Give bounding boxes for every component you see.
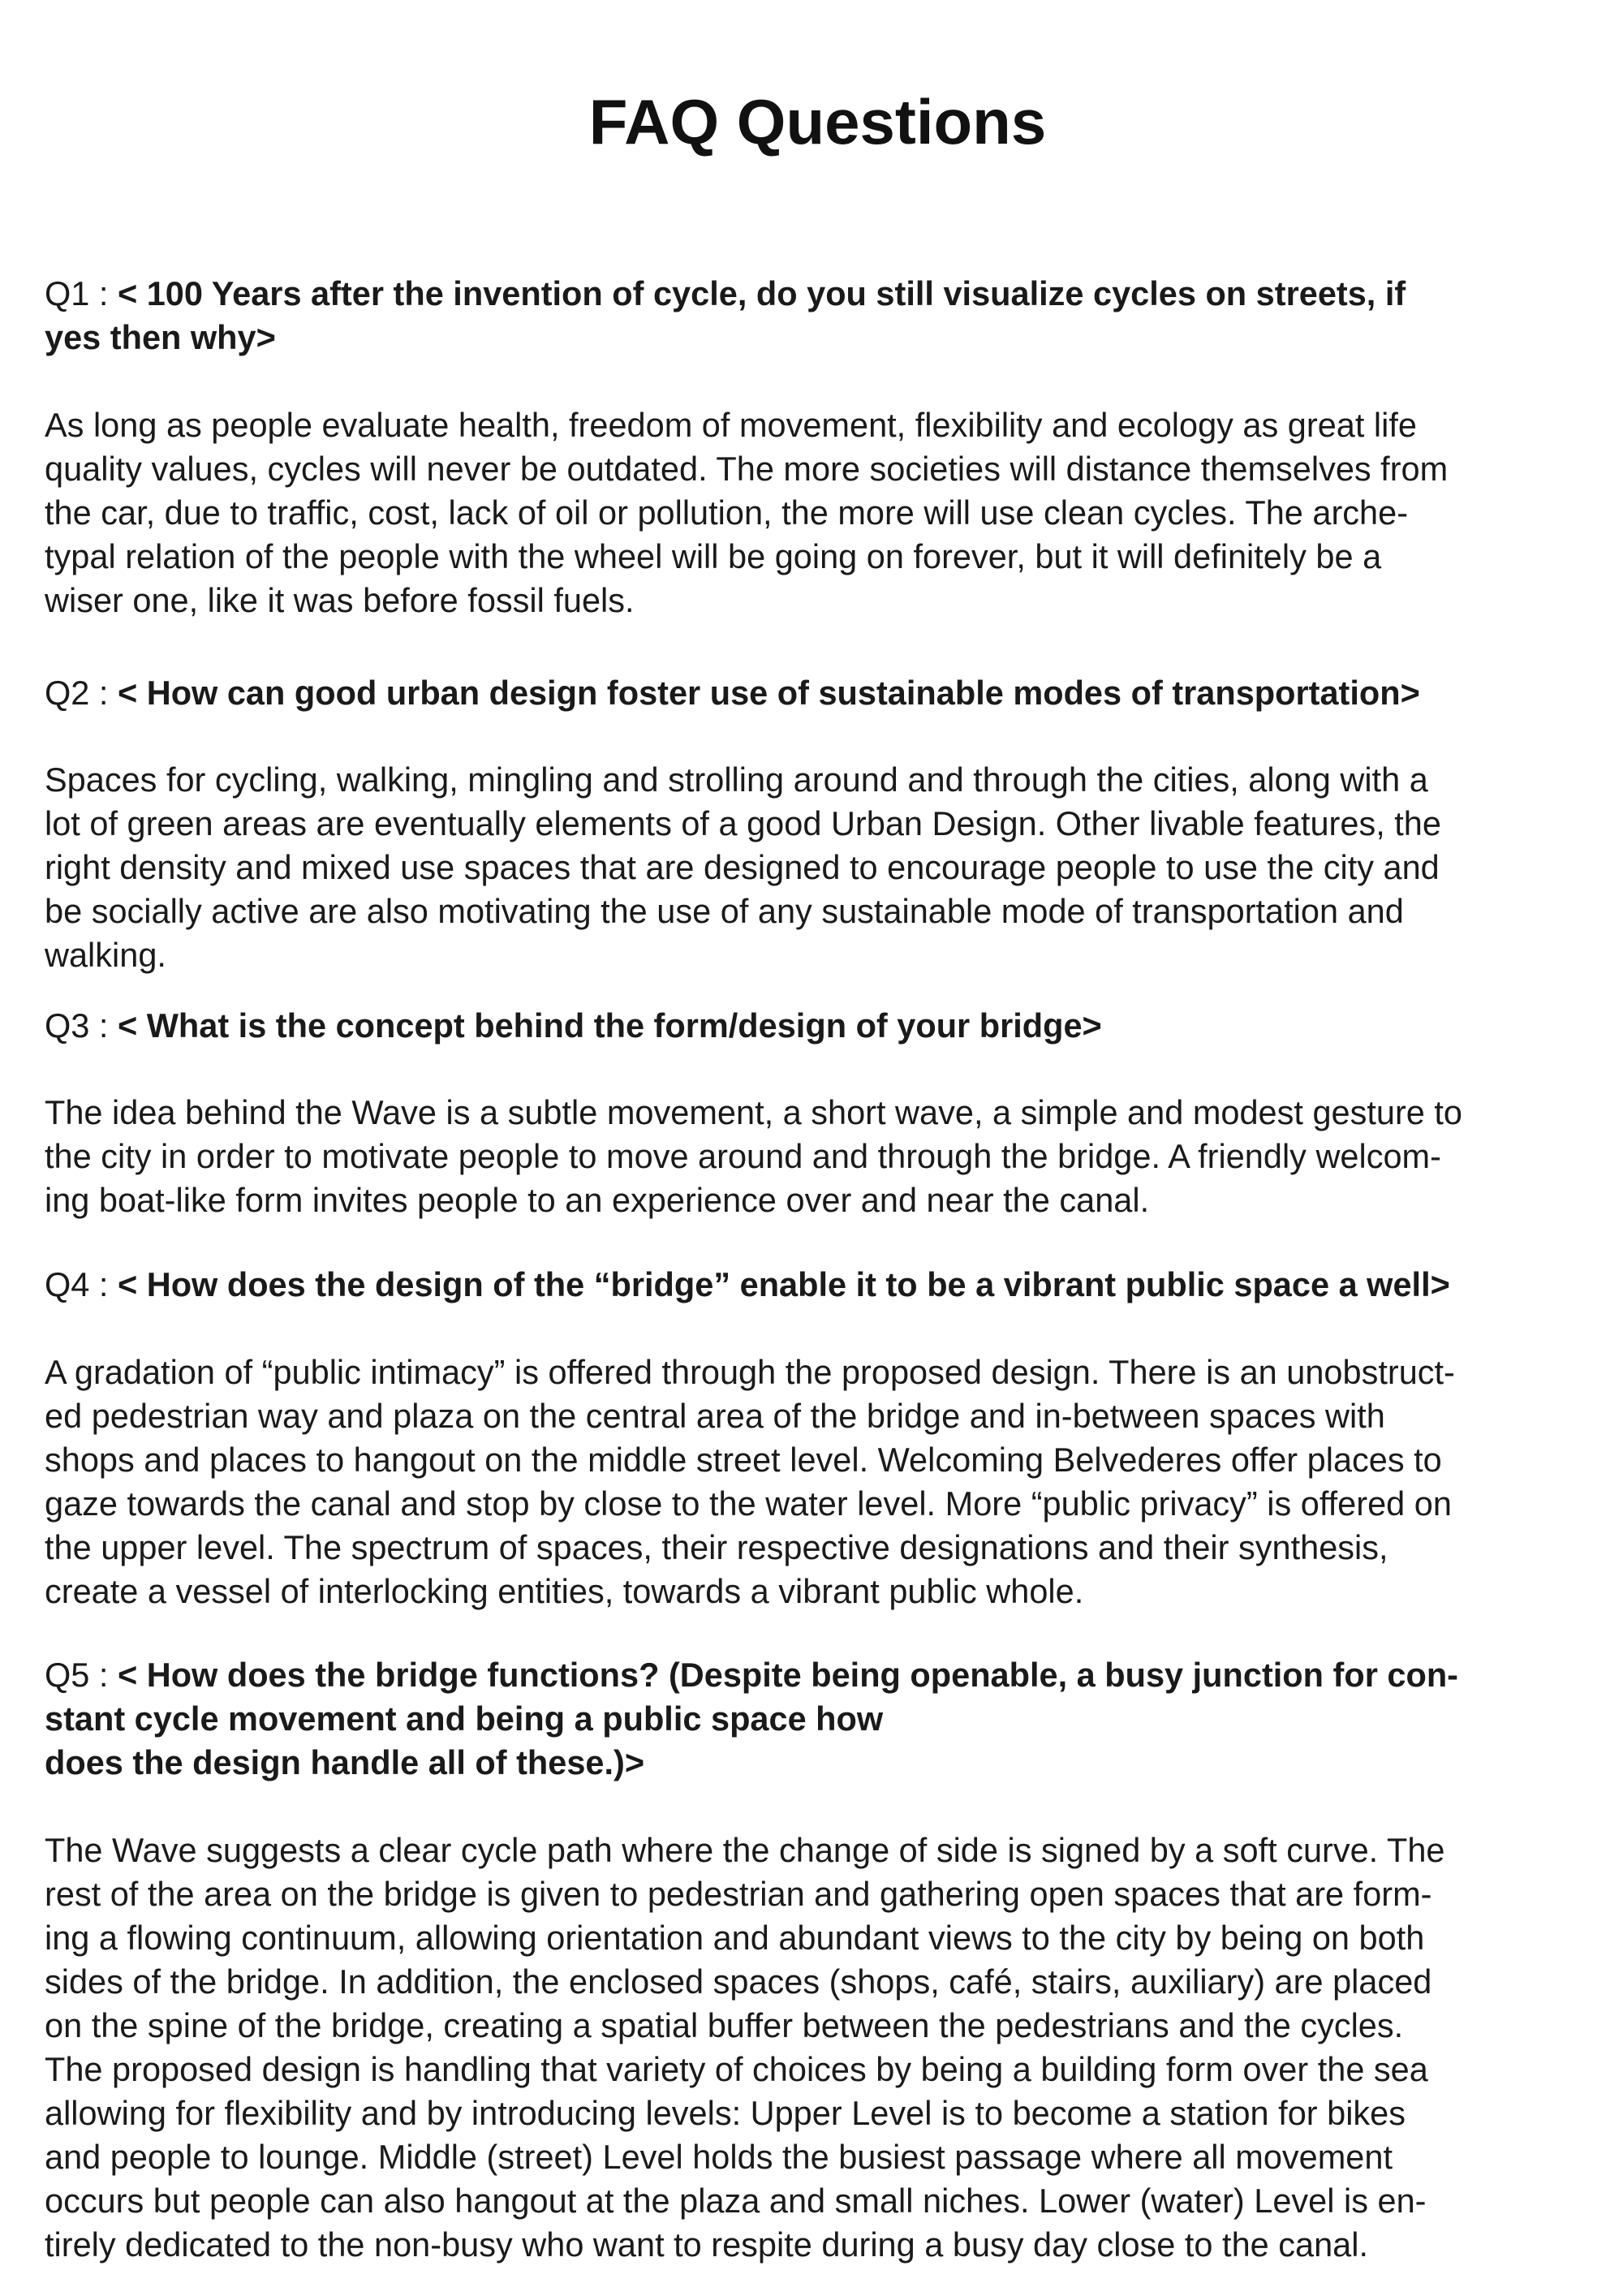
faq-answer-5 — [45, 1829, 1591, 2267]
faq-question-4 — [45, 1263, 1591, 1307]
question-text: yes then why> — [45, 318, 276, 356]
answer-line: on the spine of the bridge, creating a spatial buffer between the pedestrians and the cycles. — [45, 2006, 1404, 2044]
faq-question-3 — [45, 1004, 1591, 1048]
faq-answer-3 — [45, 1091, 1591, 1222]
answer-line: the city in order to motivate people to move around and through the bridge. A friendly welcom- — [45, 1137, 1441, 1175]
question-prefix: Q3 : — [45, 1006, 118, 1045]
answer-line: The Wave suggests a clear cycle path where the change of side is signed by a soft curve. The — [45, 1831, 1445, 1869]
question-text: < What is the concept behind the form/design of your bridge> — [117, 1006, 1102, 1045]
question-prefix: Q2 : — [45, 674, 118, 712]
answer-line: A gradation of “public intimacy” is offered through the proposed design. There is an unobstruct- — [45, 1353, 1455, 1391]
faq-question-5 — [45, 1653, 1591, 1785]
answer-line: The proposed design is handling that variety of choices by being a building form over the sea — [45, 2050, 1428, 2088]
answer-line: the car, due to traffic, cost, lack of oil or pollution, the more will use clean cycles. The arche- — [45, 493, 1409, 532]
answer-line: ing a flowing continuum, allowing orientation and abundant views to the city by being on both — [45, 1919, 1425, 1957]
answer-line: create a vessel of interlocking entities, towards a vibrant public whole. — [45, 1572, 1084, 1610]
question-text: stant cycle movement and being a public space how — [45, 1699, 884, 1738]
answer-line: and people to lounge. Middle (street) Level holds the busiest passage where all movement — [45, 2138, 1393, 2176]
faq-answer-4 — [45, 1350, 1591, 1613]
answer-line: gaze towards the canal and stop by close to the water level. More “public privacy” is offered on — [45, 1484, 1452, 1523]
question-text: does the design handle all of these.)> — [45, 1743, 645, 1781]
answer-line: occurs but people can also hangout at the plaza and small niches. Lower (water) Level is en- — [45, 2182, 1427, 2220]
answer-line: allowing for flexibility and by introducing levels: Upper Level is to become a station for bikes — [45, 2094, 1406, 2132]
question-prefix: Q1 : — [45, 274, 118, 312]
answer-line: walking. — [45, 936, 166, 974]
answer-line: quality values, cycles will never be outdated. The more societies will distance themselves from — [45, 450, 1449, 488]
question-prefix: Q5 : — [45, 1656, 118, 1694]
faq-question-1 — [45, 272, 1591, 360]
answer-line: wiser one, like it was before fossil fuels. — [45, 581, 635, 619]
answer-line: ing boat-like form invites people to an experience over and near the canal. — [45, 1181, 1150, 1219]
answer-line: As long as people evaluate health, freedom of movement, flexibility and ecology as great life — [45, 406, 1417, 444]
page-title: FAQ Questions — [588, 86, 1047, 157]
question-text: < How can good urban design foster use of sustainable modes of transportation> — [117, 674, 1420, 712]
answer-line: tirely dedicated to the non-busy who want to respite during a busy day close to the canal. — [45, 2225, 1369, 2264]
answer-line: Spaces for cycling, walking, mingling and strolling around and through the cities, along with a — [45, 760, 1428, 799]
question-prefix: Q4 : — [45, 1265, 118, 1303]
answer-line: shops and places to hangout on the middle street level. Welcoming Belvederes offer places to — [45, 1441, 1442, 1479]
faq-answer-2 — [45, 758, 1591, 977]
answer-line: lot of green areas are eventually elements of a good Urban Design. Other livable features, the — [45, 804, 1441, 842]
question-text: < How does the design of the “bridge” enable it to be a vibrant public space a well> — [117, 1265, 1450, 1303]
answer-line: be socially active are also motivating the use of any sustainable mode of transportation and — [45, 892, 1404, 930]
question-text: < 100 Years after the invention of cycle, do you still visualize cycles on streets, if — [117, 274, 1406, 312]
answer-line: The idea behind the Wave is a subtle movement, a short wave, a simple and modest gesture to — [45, 1093, 1463, 1131]
answer-line: typal relation of the people with the wheel will be going on forever, but it will definitely be a — [45, 537, 1382, 575]
answer-line: right density and mixed use spaces that are designed to encourage people to use the city and — [45, 848, 1440, 886]
question-text: < How does the bridge functions? (Despite being openable, a busy junction for con- — [117, 1656, 1458, 1694]
faq-answer-1 — [45, 403, 1591, 622]
answer-line: sides of the bridge. In addition, the enclosed spaces (shops, café, stairs, auxiliary) are placed — [45, 1962, 1432, 2001]
answer-line: ed pedestrian way and plaza on the central area of the bridge and in-between spaces with — [45, 1397, 1385, 1435]
answer-line: rest of the area on the bridge is given to pedestrian and gathering open spaces that are form- — [45, 1875, 1432, 1913]
answer-line: the upper level. The spectrum of spaces, their respective designations and their synthesis, — [45, 1528, 1388, 1566]
faq-question-2 — [45, 671, 1591, 715]
